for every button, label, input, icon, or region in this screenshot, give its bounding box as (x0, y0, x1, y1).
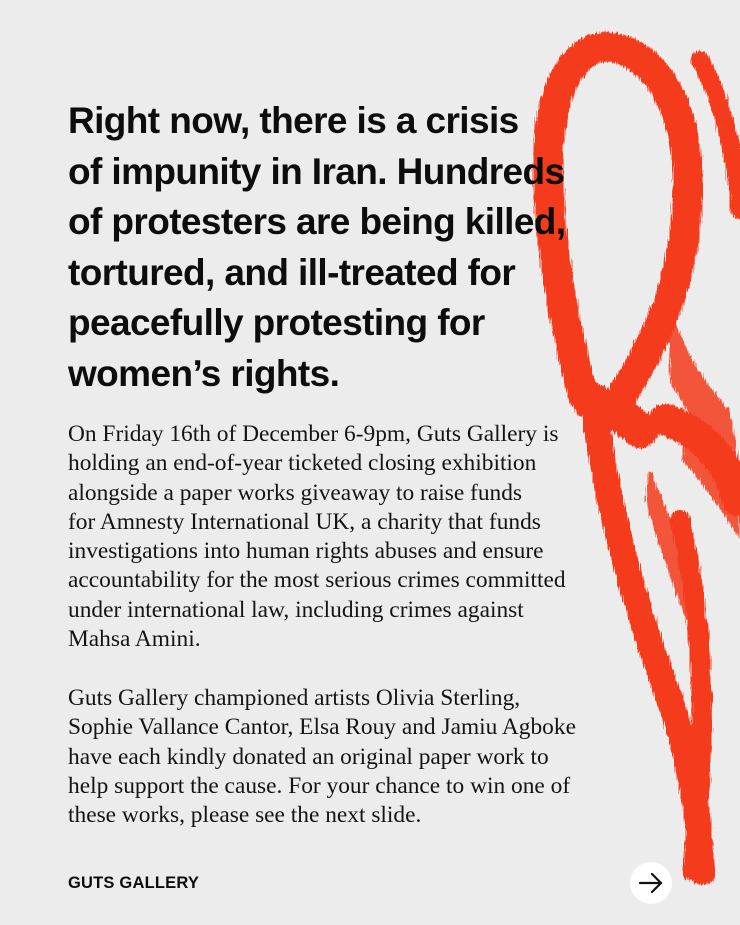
paragraph-line: for Amnesty International UK, a charity that funds (68, 508, 541, 535)
headline-line: of impunity in Iran. Hundreds (68, 150, 565, 192)
next-slide-button[interactable] (630, 862, 672, 904)
paragraph-line: Sophie Vallance Cantor, Elsa Rouy and Jamiu Agboke (68, 714, 576, 741)
paragraph-line: under international law, including crimes against (68, 596, 524, 623)
paragraph-line: investigations into human rights abuses and ensure (68, 538, 544, 565)
headline-line: Right now, there is a crisis (68, 100, 519, 141)
gallery-brand-label: GUTS GALLERY (68, 874, 200, 892)
paragraph-line: have each kindly donated an original paper work to (68, 743, 549, 770)
paragraph-line: Mahsa Amini. (68, 626, 201, 653)
paragraph-line: alongside a paper works giveaway to raise funds (68, 479, 523, 506)
event-description-paragraph (68, 420, 668, 654)
paragraph-line: Guts Gallery championed artists Olivia Sterling, (68, 685, 521, 711)
headline-line: tortured, and ill-treated for (68, 251, 516, 293)
paragraph-line: these works, please see the next slide. (68, 802, 422, 829)
paragraph-line: holding an end-of-year ticketed closing exhibition (68, 450, 537, 477)
headline-line: peacefully protesting for (68, 302, 485, 343)
headline (68, 96, 628, 399)
paragraph-line: accountability for the most serious crimes committed (68, 567, 566, 594)
headline-line: women’s rights. (68, 352, 340, 394)
paragraph-line: help support the cause. For your chance to win one of (68, 772, 571, 799)
artists-paragraph (68, 684, 668, 830)
paragraph-line: On Friday 16th of December 6-9pm, Guts Gallery is (68, 421, 559, 447)
headline-line: of protesters are being killed, (68, 201, 566, 242)
arrow-right-icon (637, 869, 665, 897)
